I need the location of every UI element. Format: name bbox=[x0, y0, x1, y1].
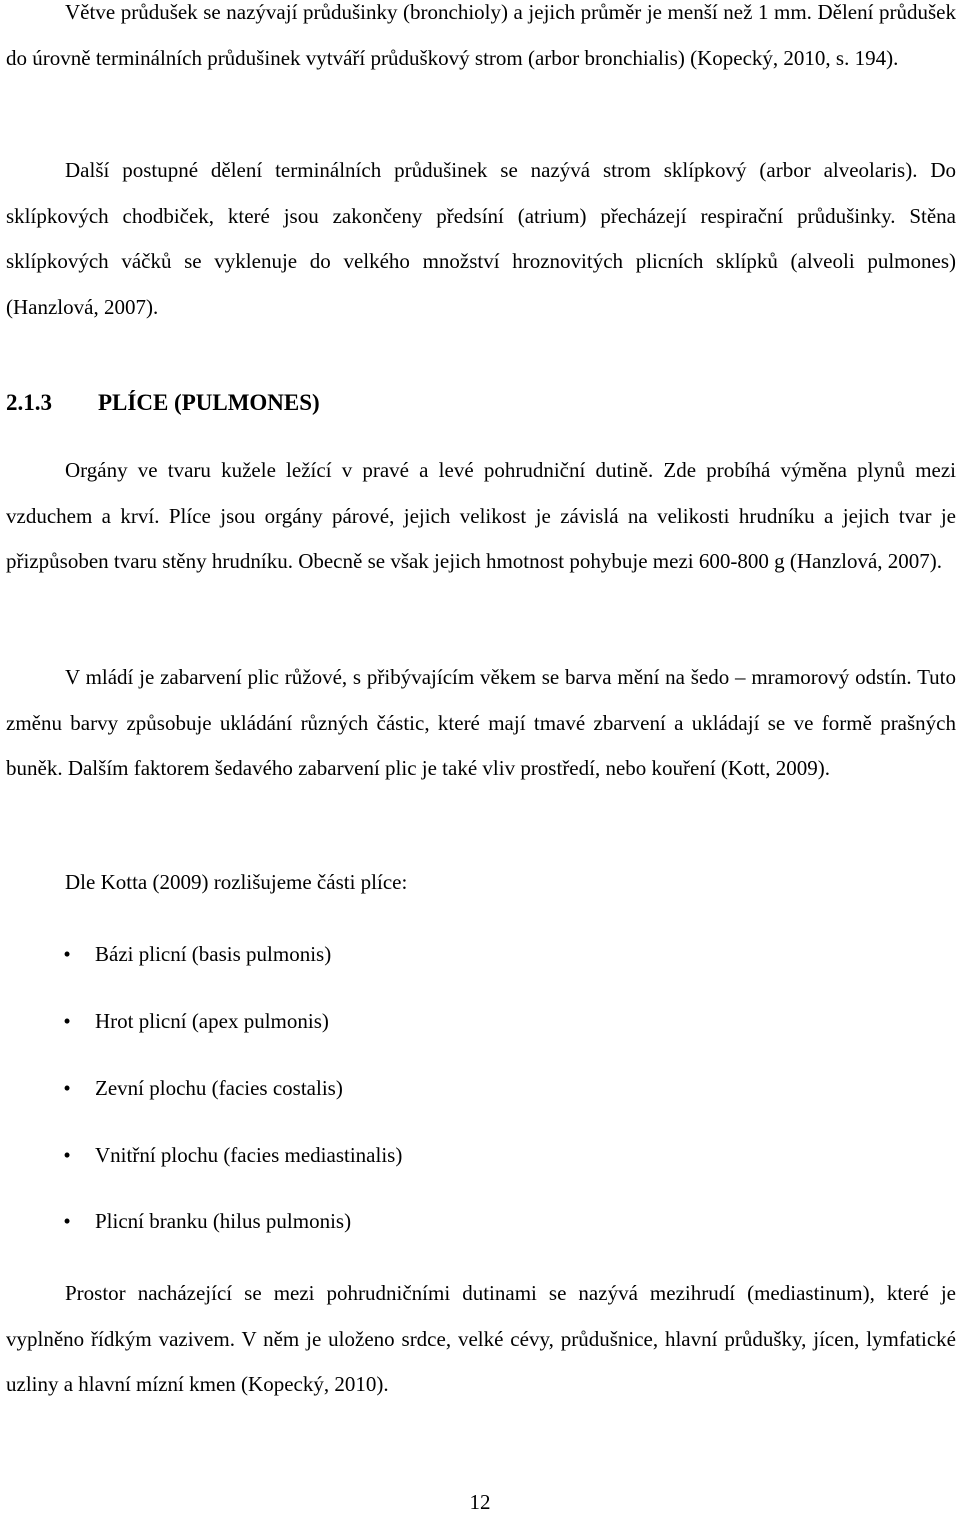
page-number: 12 bbox=[469, 1490, 491, 1514]
list-item-text: Zevní plochu (facies costalis) bbox=[95, 1076, 343, 1100]
bullet-icon: • bbox=[63, 1009, 71, 1033]
paragraph-bronchioles bbox=[6, 0, 956, 81]
paragraph-text: Orgány ve tvaru kužele ležící v pravé a levé pohrudniční dutině. Zde probíhá výměna plynů mezi vzduchem a krví. Plíce jsou orgány párové, jejich velikost je závislá na velikosti hrudníku a jejich tvar je přizpůsoben tvaru stěny hrudníku. Obecně se však jejich hmotnost pohybuje mezi 600-800 g (Hanzlová, 2007). bbox=[6, 458, 956, 573]
paragraph-text: Dle Kotta (2009) rozlišujeme části plíce: bbox=[65, 870, 408, 894]
section-title: PLÍCE (PULMONES) bbox=[98, 390, 320, 415]
bullet-icon: • bbox=[63, 942, 71, 966]
list-item-text: Plicní branku (hilus pulmonis) bbox=[95, 1209, 352, 1233]
list-item-text: Bázi plicní (basis pulmonis) bbox=[95, 942, 332, 966]
list-item-text: Hrot plicní (apex pulmonis) bbox=[95, 1009, 329, 1033]
paragraph-lung-color bbox=[6, 655, 956, 792]
paragraph-text: V mládí je zabarvení plic růžové, s přibývajícím věkem se barva mění na šedo – mramorový odstín. Tuto změnu barvy způsobuje ukládání různých částic, které mají tmavé zbarvení a ukládají se ve formě prašných buněk. Dalším faktorem šedavého zabarvení plic je také vliv prostředí, nebo kouření (Kott, 2009). bbox=[6, 665, 956, 780]
paragraph-list-intro bbox=[6, 860, 956, 906]
paragraph-alveolar-tree bbox=[6, 148, 956, 330]
paragraph-text: Další postupné dělení terminálních průdušinek se nazývá strom sklípkový (arbor alveolaris). Do sklípkových chodbiček, které jsou zakončeny předsíní (atrium) přecházejí respirační průdušinky. Stěna sklípkových váčků se vyklenuje do velkého množství hroznovitých plicních sklípků (alveoli pulmones) (Hanzlová, 2007). bbox=[6, 158, 956, 319]
bullet-icon: • bbox=[63, 1076, 71, 1100]
list-item-text: Vnitřní plochu (facies mediastinalis) bbox=[95, 1143, 403, 1167]
section-number: 2.1.3 bbox=[6, 390, 52, 415]
paragraph-lungs-description bbox=[6, 448, 956, 585]
paragraph-text: Větve průdušek se nazývají průdušinky (bronchioly) a jejich průměr je menší než 1 mm. Dělení průdušek do úrovně terminálních průdušinek vytváří průduškový strom (arbor bronchialis) (Kopecký, 2010, s. 194). bbox=[6, 0, 956, 70]
paragraph-mediastinum bbox=[6, 1271, 956, 1408]
paragraph-text: Prostor nacházející se mezi pohrudničními dutinami se nazývá mezihrudí (mediastinum), které je vyplněno řídkým vazivem. V něm je uloženo srdce, velké cévy, průdušnice, hlavní průdušky, jícen, lymfatické uzliny a hlavní mízní kmen (Kopecký, 2010). bbox=[6, 1281, 956, 1396]
bullet-icon: • bbox=[63, 1143, 71, 1167]
section-heading bbox=[6, 381, 320, 425]
bullet-icon: • bbox=[63, 1209, 71, 1233]
